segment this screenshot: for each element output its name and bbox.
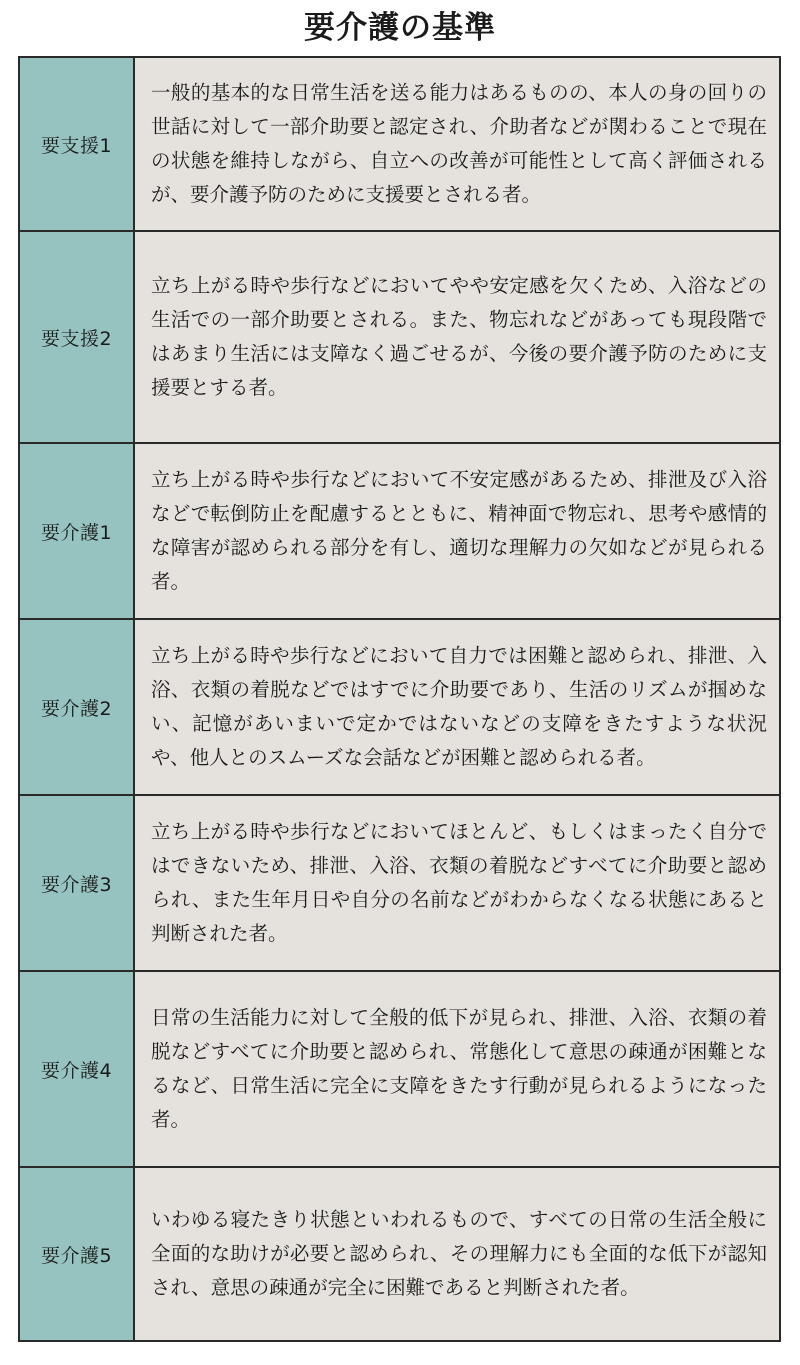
table-row [19, 971, 780, 1167]
table-row [19, 57, 780, 231]
table-row [19, 1167, 780, 1341]
care-level-label: 要介護1 [19, 443, 134, 619]
care-level-label: 要支援1 [19, 57, 134, 231]
care-level-description: 一般的基本的な日常生活を送る能力はあるものの、本人の身の回りの世話に対して一部介助要と認定され、介助者などが関わることで現在の状態を維持しながら、自立への改善が可能性として高く評価されるが、要介護予防のために支援要とされる者。 [134, 57, 780, 231]
table-row [19, 231, 780, 443]
care-level-description: 日常の生活能力に対して全般的低下が見られ、排泄、入浴、衣類の着脱などすべてに介助要と認められ、常態化して意思の疎通が困難となるなど、日常生活に完全に支障をきたす行動が見られるようになった者。 [134, 971, 780, 1167]
care-level-label: 要介護4 [19, 971, 134, 1167]
care-level-label: 要介護2 [19, 619, 134, 795]
care-level-label: 要介護3 [19, 795, 134, 971]
care-level-criteria-table [18, 56, 781, 1342]
table-row [19, 443, 780, 619]
care-level-label: 要支援2 [19, 231, 134, 443]
care-level-description: 立ち上がる時や歩行などにおいて不安定感があるため、排泄及び入浴などで転倒防止を配慮するとともに、精神面で物忘れ、思考や感情的な障害が認められる部分を有し、適切な理解力の欠如などが見られる者。 [134, 443, 780, 619]
care-level-label: 要介護5 [19, 1167, 134, 1341]
page-title: 要介護の基準 [304, 10, 496, 46]
care-level-description: 立ち上がる時や歩行などにおいて自力では困難と認められ、排泄、入浴、衣類の着脱などではすでに介助要であり、生活のリズムが掴めない、記憶があいまいで定かではないなどの支障をきたすような状況や、他人とのスムーズな会話などが困難と認められる者。 [134, 619, 780, 795]
table-row [19, 619, 780, 795]
care-level-description: 立ち上がる時や歩行などにおいてやや安定感を欠くため、入浴などの生活での一部介助要とされる。また、物忘れなどがあっても現段階ではあまり生活には支障なく過ごせるが、今後の要介護予防のために支援要とする者。 [134, 231, 780, 443]
care-level-description: いわゆる寝たきり状態といわれるもので、すべての日常の生活全般に全面的な助けが必要と認められ、その理解力にも全面的な低下が認知され、意思の疎通が完全に困難であると判断された者。 [134, 1167, 780, 1341]
care-level-description: 立ち上がる時や歩行などにおいてほとんど、もしくはまったく自分ではできないため、排泄、入浴、衣類の着脱などすべてに介助要と認められ、また生年月日や自分の名前などがわからなくなる状態にあると判断された者。 [134, 795, 780, 971]
table-row [19, 795, 780, 971]
